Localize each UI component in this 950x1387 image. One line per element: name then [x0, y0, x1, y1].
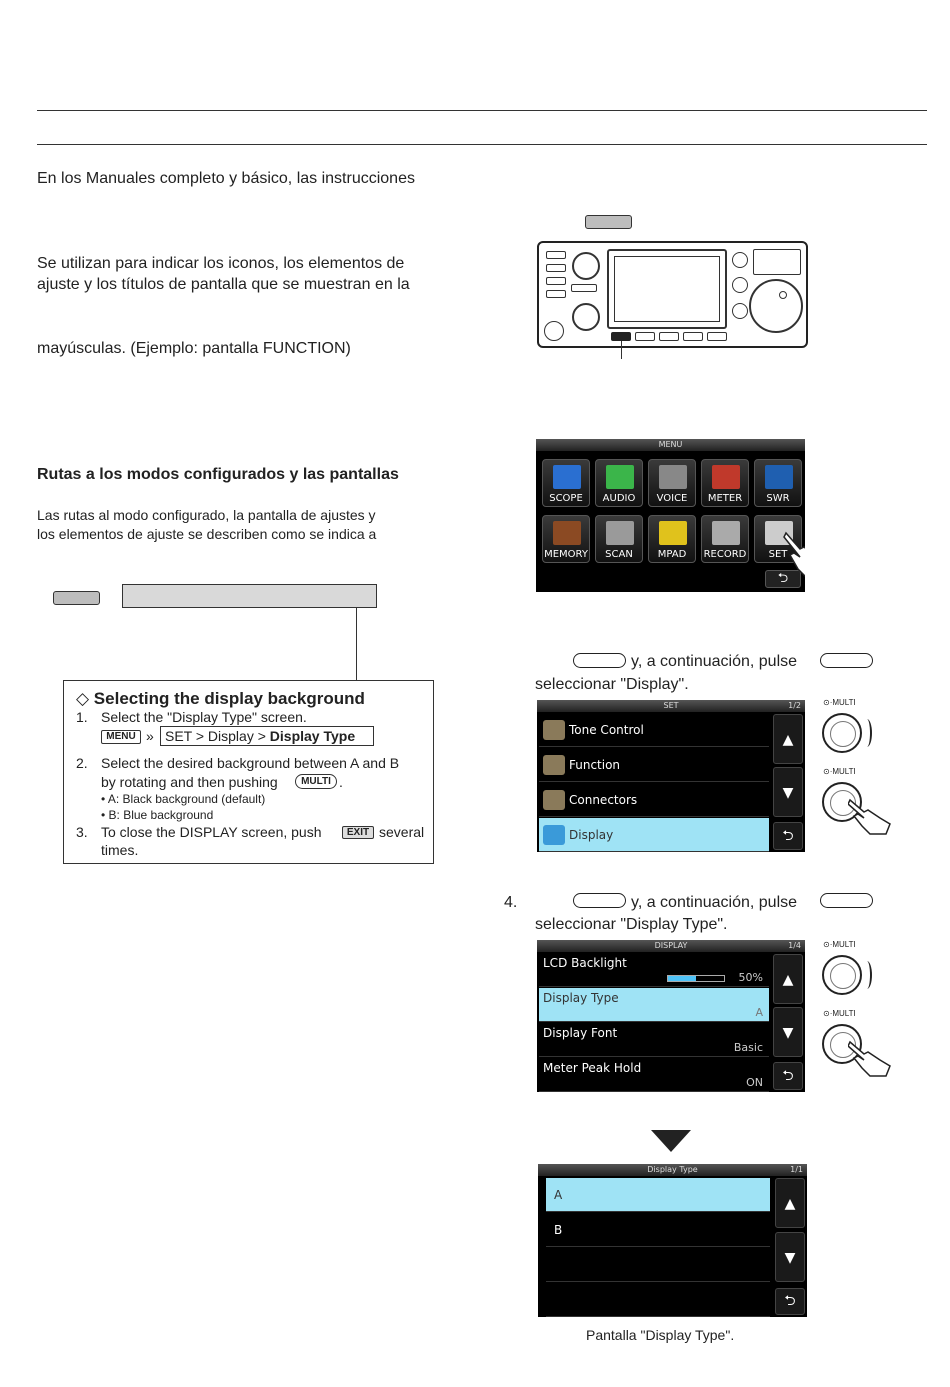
- rotate-arrow-icon: [862, 961, 872, 989]
- path-bold: Display Type: [269, 728, 356, 744]
- main-dial-graphic: [749, 279, 803, 333]
- set-list-item[interactable]: [539, 818, 769, 852]
- multi-knob-push-symbol: [820, 893, 873, 908]
- set-screen-title: SET: [537, 700, 805, 712]
- display-list-item[interactable]: [539, 1023, 769, 1057]
- notepad-icon: [659, 521, 687, 545]
- multi-label: ⊙·MULTI: [823, 1009, 856, 1018]
- intro-text: En los Manuales completo y básico, las instrucciones: [37, 170, 415, 187]
- hand-pointer-icon: [782, 527, 805, 579]
- menu-screen: [536, 439, 805, 592]
- radio-small-knob-graphic: [732, 303, 748, 319]
- radio-button-graphic: [546, 277, 566, 285]
- step-text: .: [339, 774, 343, 790]
- af-knob-graphic: [572, 252, 600, 280]
- hand-pointer-icon: [848, 1038, 894, 1078]
- multi-knob-rotate-symbol: [573, 893, 626, 908]
- step-text: seleccionar "Display Type".: [535, 916, 728, 933]
- example-heading: ◇ Selecting the display background: [76, 689, 365, 708]
- scroll-down-button[interactable]: ▼: [773, 767, 803, 817]
- step-text: times.: [101, 842, 139, 858]
- display-type-option[interactable]: [546, 1248, 770, 1282]
- menu-tile-swr[interactable]: [754, 459, 802, 507]
- bullet-item: • B: Blue background: [101, 808, 214, 822]
- path-separator: »: [146, 728, 154, 744]
- menu-tile-scan[interactable]: [595, 515, 643, 563]
- recorder-icon: [712, 521, 740, 545]
- set-item-label: Function: [569, 758, 621, 772]
- step-text: y, a continuación, pulse: [631, 894, 798, 911]
- menu-tile-label: AUDIO: [602, 493, 636, 504]
- radio-button-graphic: [707, 332, 727, 341]
- paragraph-line: ajuste y los títulos de pantalla que se muestran en la: [37, 276, 410, 293]
- scroll-up-button[interactable]: ▲: [775, 1178, 805, 1228]
- menu-tile-meter[interactable]: [701, 459, 749, 507]
- set-item-label: Connectors: [569, 793, 638, 807]
- hand-pointer-icon: [848, 796, 894, 836]
- multi-key-label: MULTI: [295, 774, 337, 789]
- scroll-down-button[interactable]: ▼: [775, 1232, 805, 1282]
- display-type-option[interactable]: [546, 1178, 770, 1212]
- radio-menu-button-graphic: [611, 332, 631, 341]
- memory-book-icon: [553, 521, 581, 545]
- menu-tile-label: SET: [768, 549, 788, 560]
- display-item-value: ON: [746, 1076, 763, 1089]
- menu-key-graphic: [53, 591, 100, 605]
- menu-key-label: MENU: [101, 730, 141, 744]
- menu-tile-label: METER: [707, 493, 743, 504]
- set-screen-page: 1/2: [788, 701, 801, 710]
- step-text: by rotating and then pushing: [101, 774, 278, 790]
- display-item-value: Basic: [733, 1041, 763, 1054]
- menu-tile-mpad[interactable]: [648, 515, 696, 563]
- radio-button-graphic: [546, 251, 566, 259]
- path-bar-graphic: [122, 584, 377, 608]
- menu-tile-label: MEMORY: [544, 549, 588, 560]
- multi-knob-push-symbol: [820, 653, 873, 668]
- display-screen-page: 1/4: [788, 941, 801, 950]
- exit-key-label: EXIT: [342, 826, 374, 839]
- display-item-label: LCD Backlight: [543, 956, 627, 970]
- backlight-level-fill: [668, 976, 696, 981]
- function-tools-icon: [543, 755, 565, 775]
- type-screen-title: Display Type: [538, 1164, 807, 1176]
- step-text: To close the DISPLAY screen, push: [101, 824, 322, 840]
- pointer-line: [621, 341, 622, 359]
- display-item-value: A: [755, 1006, 763, 1019]
- meter-icon: [712, 465, 740, 489]
- multi-label: ⊙·MULTI: [823, 767, 856, 776]
- connectors-icon: [543, 790, 565, 810]
- radio-keypad-graphic: [753, 249, 801, 275]
- menu-tile-label: VOICE: [656, 493, 688, 504]
- set-list-item[interactable]: [539, 783, 769, 817]
- binoculars-icon: [606, 521, 634, 545]
- radio-display-graphic: [607, 249, 727, 329]
- swr-icon: [765, 465, 793, 489]
- back-button[interactable]: ⮌: [773, 822, 803, 850]
- section-heading: Rutas a los modos configurados y las pantallas: [37, 466, 399, 483]
- backlight-level-bar: [667, 975, 725, 982]
- menu-tile-record[interactable]: [701, 515, 749, 563]
- microphone-icon: [659, 465, 687, 489]
- display-type-option-label: A: [554, 1188, 563, 1202]
- header-rule-top: [37, 110, 927, 111]
- menu-tile-label: RECORD: [703, 549, 747, 560]
- radio-button-graphic: [659, 332, 679, 341]
- radio-screen-graphic: [614, 256, 720, 322]
- transceiver-illustration: [537, 241, 808, 348]
- display-type-screen: [538, 1164, 807, 1317]
- scroll-up-button[interactable]: ▲: [773, 714, 803, 764]
- radio-small-knob-graphic: [732, 252, 748, 268]
- step-text: Select the "Display Type" screen.: [101, 709, 307, 725]
- figure-caption: Pantalla "Display Type".: [586, 1327, 735, 1343]
- step-text: y, a continuación, pulse: [631, 653, 798, 670]
- menu-tile-memory[interactable]: [542, 515, 590, 563]
- menu-key-graphic: [585, 215, 632, 229]
- header-rule-bottom: [37, 144, 927, 145]
- rf-knob-graphic: [572, 303, 600, 331]
- display-type-option[interactable]: [546, 1283, 770, 1317]
- bullet-item: • A: Black background (default): [101, 792, 266, 806]
- step-number: 2.: [76, 755, 88, 771]
- step-number: 3.: [76, 824, 88, 840]
- display-list-item[interactable]: [539, 988, 769, 1022]
- multi-knob-rotate-symbol: [573, 653, 626, 668]
- section-text-line: Las rutas al modo configurado, la pantalla de ajustes y: [37, 507, 376, 523]
- step-number: 1.: [76, 709, 88, 725]
- multi-knob-rotate-icon: [822, 955, 862, 995]
- display-item-label: Meter Peak Hold: [543, 1061, 642, 1075]
- down-triangle-icon: [651, 1130, 691, 1152]
- step-text: several: [379, 824, 425, 840]
- multi-knob-rotate-icon: [822, 713, 862, 753]
- display-item-label: Display Type: [543, 991, 619, 1005]
- menu-tile-audio[interactable]: [595, 459, 643, 507]
- speaker-grille-graphic: [544, 321, 564, 341]
- back-button[interactable]: ⮌: [773, 1062, 803, 1090]
- radio-button-graphic: [546, 290, 566, 298]
- menu-tile-label: SWR: [766, 493, 790, 504]
- display-list-item[interactable]: [539, 1058, 769, 1092]
- tone-control-icon: [543, 720, 565, 740]
- radio-button-graphic: [683, 332, 703, 341]
- display-list-item[interactable]: [539, 953, 769, 987]
- radio-button-graphic: [571, 284, 597, 292]
- step-text: Select the desired background between A and B: [101, 755, 400, 771]
- menu-tile-label: SCAN: [605, 549, 633, 560]
- display-icon: [543, 825, 565, 845]
- set-screen: [537, 700, 805, 852]
- path-prefix: SET > Display >: [165, 728, 266, 744]
- multi-label: ⊙·MULTI: [823, 940, 856, 949]
- set-list-item[interactable]: [539, 713, 769, 747]
- scroll-down-button[interactable]: ▼: [773, 1007, 803, 1057]
- radio-small-knob-graphic: [732, 277, 748, 293]
- step-number: 4.: [504, 894, 518, 911]
- scroll-up-button[interactable]: ▲: [773, 954, 803, 1004]
- paragraph-line: mayúsculas. (Ejemplo: pantalla FUNCTION): [37, 340, 351, 357]
- radio-button-graphic: [546, 264, 566, 272]
- multi-label: ⊙·MULTI: [823, 698, 856, 707]
- menu-screen-title: MENU: [536, 439, 805, 451]
- example-box: [63, 680, 434, 864]
- display-item-label: Display Font: [543, 1026, 618, 1040]
- set-item-label: Display: [569, 828, 614, 842]
- back-button[interactable]: ⮌: [775, 1288, 805, 1315]
- display-type-option-label: B: [554, 1223, 563, 1237]
- paragraph-line: Se utilizan para indicar los iconos, los elementos de: [37, 255, 405, 272]
- display-item-value: 50%: [738, 971, 763, 984]
- display-screen-title: DISPLAY: [537, 940, 805, 952]
- menu-tile-scope[interactable]: [542, 459, 590, 507]
- set-item-label: Tone Control: [569, 723, 644, 737]
- display-screen: [537, 940, 805, 1092]
- path-box: [160, 726, 374, 746]
- menu-tile-voice[interactable]: [648, 459, 696, 507]
- scope-icon: [553, 465, 581, 489]
- set-list-item[interactable]: [539, 748, 769, 782]
- dial-dimple-graphic: [779, 291, 787, 299]
- back-arrow-icon[interactable]: ⮌: [765, 570, 801, 588]
- radio-button-graphic: [635, 332, 655, 341]
- menu-tile-label: MPAD: [657, 549, 687, 560]
- type-screen-page: 1/1: [790, 1165, 803, 1174]
- step-text: seleccionar "Display".: [535, 676, 689, 693]
- section-text-line: los elementos de ajuste se describen como se indica a: [37, 526, 377, 542]
- audio-icon: [606, 465, 634, 489]
- rotate-arrow-icon: [862, 719, 872, 747]
- display-type-option[interactable]: [546, 1213, 770, 1247]
- menu-tile-label: SCOPE: [549, 493, 583, 504]
